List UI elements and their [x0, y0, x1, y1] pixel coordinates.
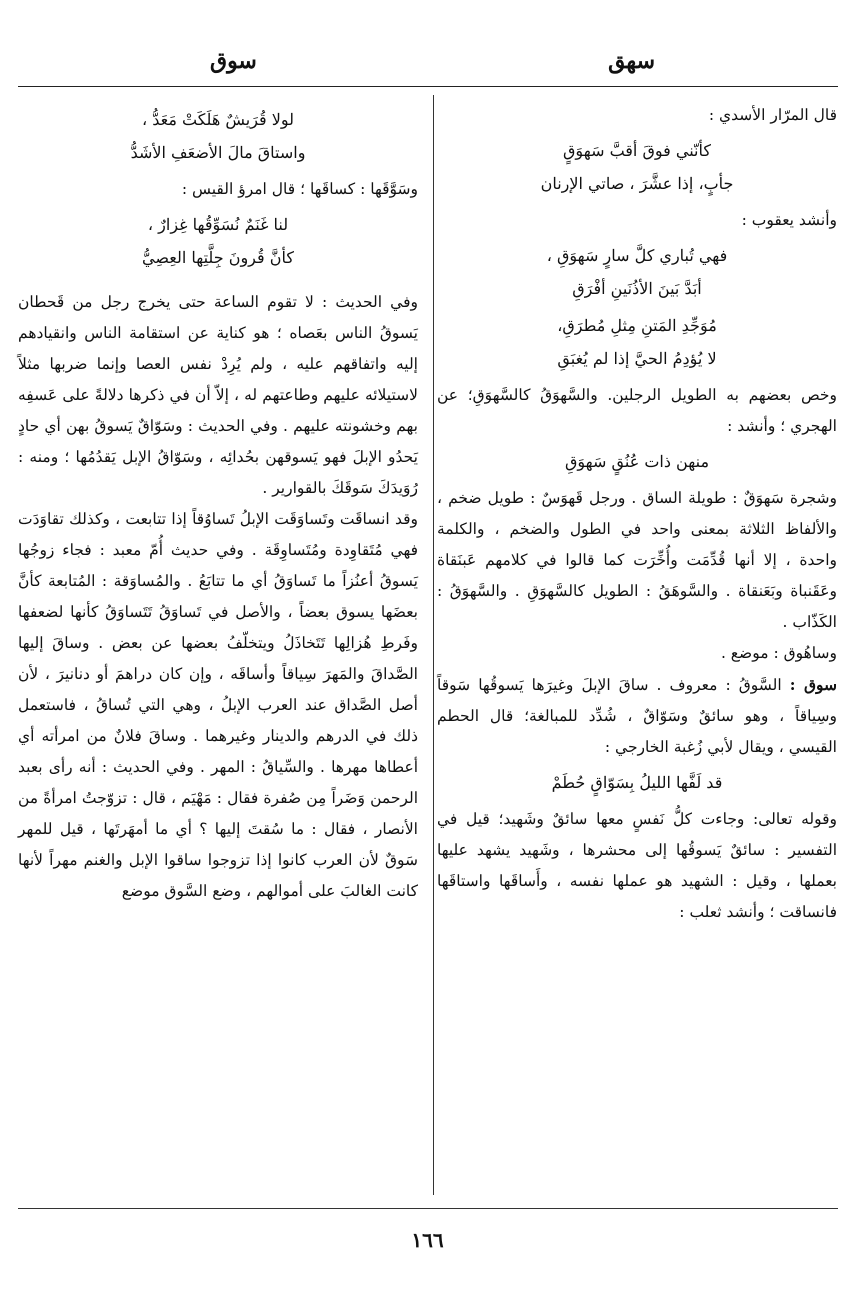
verse-line: واستاقَ مالَ الأضعَفِ الأشَدُّ — [130, 143, 306, 162]
right-running-head: سهق — [608, 48, 655, 74]
verse-line: لنا غَنَمٌ نُسَوِّقُها غِزارٌ ، — [147, 215, 289, 234]
verse-line: لا يُؤدِمُ الحيَّ إذا لم يُغبَقِ — [557, 349, 717, 368]
left-column — [18, 100, 418, 907]
paragraph: وفي الحديث : لا تقوم الساعة حتى يخرج رجل من قَحطان يَسوقُ الناس بعَصاه ؛ هو كناية عن استقامة الناس وانقيادهم إليه واتفاقهم عليه ، ولم يُرِدْ نفس العصا وإنما ضربها مثلاً لاستيلائه عليهم وطاعتهم له ، إلاّ أن في ذكرها دلالةً على عَسفِه بهم وخشونته عليهم . وفي الحديث : وسَوّاقٌ يَسوقُ بهن أي حادٍ يَحدُو الإبلَ فهو يَسوقهن بحُدائِه ، وسَوّاقُ الإبل يَقدُمُها ؛ ومنه : رُوَيدَكَ سَوقَكَ بالقوارير . — [18, 293, 418, 497]
verse-block — [437, 135, 837, 199]
entry-text: السَّوقُ : معروف . ساقَ الإبلَ وغيرَها يَسوقُها سَوقاً وسِياقاً ، وهو سائقٌ وسَوّاقٌ ، شُدِّد للمبالغة؛ قال الحطم القيسي ، ويقال لأبي زُغبة الخارجي : — [437, 676, 837, 756]
paragraph: قال المرّار الأسدي : — [708, 106, 837, 124]
paragraph: وأنشد يعقوب : — [741, 211, 837, 229]
paragraph: وسَوَّقَها : كساقَها ؛ قال امرؤ القيس : — [181, 180, 418, 198]
verse-line: مُوَجِّدِ المَتنِ مِثلِ مُطرَقِ، — [557, 316, 717, 335]
paragraph: وشجرة سَهوَقٌ : طويلة الساق . ورجل قَهوَسٌ : طويل ضخم ، والألفاظ الثلاثة بمعنى واحد في الطول والضخم ، والكلمة واحدة ، إلا أنها قُدِّمَت وأُخِّرَت كما قالوا في كلامهم عَبنَقاة وعَقَنباة وبَعَنقاة . والسَّوهَقُ : الطويل كالسَّهوَقِ . والسَّهوَقُ : الكَذّاب . — [437, 489, 837, 631]
column-divider — [433, 95, 434, 1195]
left-running-head: سوق — [210, 48, 257, 74]
verse-line: لولا قُرَيشٌ هَلَكَتْ مَعَدُّ ، — [141, 110, 295, 129]
page-header — [0, 48, 855, 88]
spacer — [18, 279, 418, 287]
entry-headword: سوق : — [789, 675, 838, 694]
verse-block — [437, 767, 837, 798]
paragraph: وقوله تعالى: وجاءت كلُّ نَفسٍ معها سائقٌ وشَهيد؛ قيل في التفسير : سائقٌ يَسوقُها إلى محشرها ، وشَهيد يشهد عليها بعملها ، وقيل : الشهيد هو عملها نفسه ، وأَساقَها واستاقَها فانساقت ؛ وأنشد ثعلب : — [437, 810, 837, 921]
verse-block — [18, 209, 418, 273]
right-column — [437, 100, 837, 928]
paragraph: وساهُوق : موضع . — [720, 644, 837, 662]
verse-line: كأنَّ قُرونَ جِلَّتِها العِصِيُّ — [142, 248, 294, 267]
verse-line: أبَدَّ بَينَ الأذُنَينِ أفْرَقِ — [572, 279, 702, 298]
paragraph: وخص بعضهم به الطويل الرجلين. والسَّهوَقُ كالسَّهوَقِ؛ عن الهجري ؛ وأنشد : — [437, 386, 837, 435]
verse-block — [437, 310, 837, 374]
page-number: ١٦٦ — [411, 1228, 444, 1252]
verse-line: كأنّني فوقَ أقبَّ سَهوَقٍ — [563, 141, 711, 160]
footer-rule — [18, 1208, 838, 1209]
verse-line: قد لَفَّها الليلُ بِسَوّاقٍ حُطَمْ — [551, 773, 723, 792]
entry-paragraph — [437, 669, 837, 763]
verse-block — [18, 104, 418, 168]
verse-line: فهي تُباري كلَّ سارٍ سَهوَقِ ، — [546, 246, 728, 265]
verse-block — [437, 240, 837, 304]
verse-line: جأبٍ، إذا عشَّرَ ، صاتي الإرنان — [540, 174, 734, 193]
verse-line: منهن ذات عُنُقٍ سَهوَقِ — [564, 452, 710, 471]
verse-block — [437, 446, 837, 477]
paragraph: وقد انساقَت وتَساوَقَت الإبلُ تَساوُقاً إذا تتابعت ، وكذلك تقاوَدَت فهي مُتَقاوِدة ومُتَساوِقَة . وفي حديث أُمّ معبد : فجاء زوجُها يَسوقُ أعنُزاً ما تَساوَقُ أي ما تتابَعُ . والمُساوَقة : المُتابعة كأنَّ بعضَها يسوق بعضاً ، والأصل في تَساوَقُ تَتَساوَقُ كأنها لضعفها وفَرطِ هُزالِها تَتَخاذَلُ ويتخلّفُ بعضها عن بعض . وساقَ إليها الصَّداقَ والمَهرَ سِياقاً وأساقَه ، وإن كان دراهمَ أو دنانيرَ ، لأن أصل الصَّداق عند العرب الإبلُ ، وهي التي تُساقُ ، فاستعمل ذلك في الدرهم والدينار وغيرهما . وساقَ فلانٌ من امرأته أي أعطاها مهرها . والسِّياقُ : المهر . وفي الحديث : أنه رأى بعبد الرحمن وَضَراً مِن صُفرة فقال : مَهْيَم ، قال : تزوّجتُ امرأةً من الأنصار ، فقال : ما سُقتَ إليها ؟ أي ما أمهَرتَها ، قيل للمهر سَوقٌ لأن العرب كانوا إذا تزوجوا ساقوا الإبل والغنم مهراً لأنها كانت الغالبَ على أموالهم ، وضع السَّوق موضع — [18, 510, 418, 900]
header-rule — [18, 86, 838, 87]
